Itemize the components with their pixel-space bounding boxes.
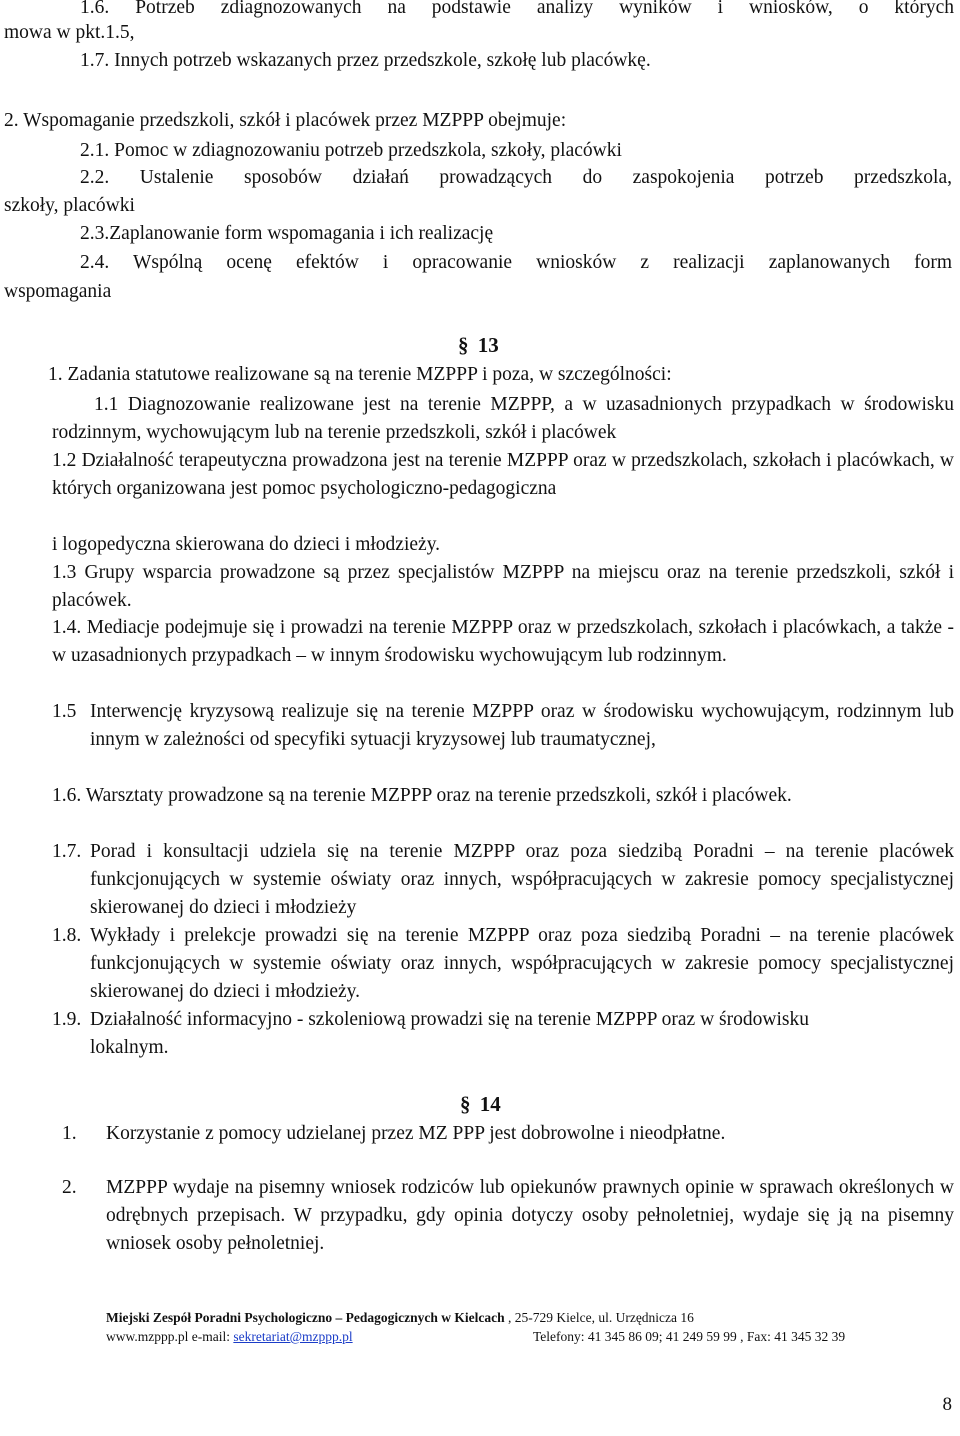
- list-item: [52, 559, 954, 615]
- paragraph-number: 14: [479, 1092, 501, 1116]
- list-item-text: 1.4. Mediacje podejmuje się i prowadzi na terenie MZPPP oraz w przedszkolach, szkołach i placówkach, a także - w uzasadnionych przypadkach – w innym środowisku wychowującym lub rodzinnym.: [52, 617, 955, 666]
- page-number: 8: [942, 1394, 952, 1415]
- section-sign: §: [458, 333, 469, 357]
- list-item: [52, 391, 954, 447]
- list-item-text: Korzystanie z pomocy udzielanej przez MZ PPP jest dobrowolne i nieodpłatne.: [106, 1123, 726, 1144]
- list-item: [52, 922, 954, 1006]
- footer-org: Miejski Zespół Poradni Psychologiczno – Pedagogicznych w Kielcach: [106, 1310, 505, 1325]
- list-item: [52, 1006, 882, 1062]
- list-item-text: 1.6. Warsztaty prowadzone są na terenie MZPPP oraz na terenie przedszkoli, szkół i placówek.: [52, 785, 792, 806]
- list-item-number: 1.7.: [52, 841, 82, 862]
- list-item: [62, 1120, 952, 1148]
- list-item-number: 2.: [62, 1177, 77, 1198]
- list-item-text: 1.3 Grupy wsparcia prowadzone są przez specjalistów MZPPP na miejscu oraz na terenie przedszkoli, szkół i placówek.: [52, 562, 955, 611]
- footer-street: , 25-729 Kielce, ul. Urzędnicza 16: [504, 1310, 694, 1325]
- list-item: [52, 782, 954, 810]
- list-item: [52, 614, 954, 670]
- footer-www: www.mzppp.pl e-mail:: [106, 1329, 234, 1344]
- list-item: [52, 447, 954, 503]
- intro-line-3: 1.7. Innych potrzeb wskazanych przez przedszkole, szkołę lub placówkę.: [80, 50, 651, 71]
- section-2-title: 2. Wspomaganie przedszkoli, szkół i placówek przez MZPPP obejmuje:: [4, 110, 567, 131]
- footer-contact: [106, 1329, 353, 1345]
- list-item-text: MZPPP wydaje na pisemny wniosek rodziców lub opiekunów prawnych opinie w sprawach określonych w odrębnych przepisach. W przypadku, gdy opinia dotyczy osoby pełnoletniej, wydaje się ją na pisemny wniosek osoby pełnoletniej.: [106, 1177, 954, 1254]
- intro-line-2: mowa w pkt.1.5,: [4, 22, 135, 43]
- section-2-item-4-cont: wspomagania: [4, 281, 112, 302]
- section-2-item-3: 2.3.Zaplanowanie form wspomagania i ich realizację: [80, 223, 494, 244]
- paragraph-13-heading: [458, 333, 499, 358]
- intro-line-1: 1.6. Potrzeb zdiagnozowanych na podstawie analizy wyników i wniosków, o których: [80, 0, 954, 18]
- list-item: [52, 698, 954, 754]
- footer-address: [106, 1310, 694, 1326]
- section-2-item-2: 2.2. Ustalenie sposobów działań prowadzących do zaspokojenia potrzeb przedszkola,: [80, 167, 952, 188]
- list-item-number: 1.9.: [52, 1009, 82, 1030]
- list-item-text: 1.1 Diagnozowanie realizowane jest na terenie MZPPP, a w uzasadnionych przypadkach w środowisku rodzinnym, wychowującym lub na terenie przedszkoli, szkół i placówek: [52, 394, 954, 443]
- list-item-text: Interwencję kryzysową realizuje się na terenie MZPPP oraz w środowisku wychowującym, rodzinnym lub innym w zależności od specyfiki sytuacji kryzysowej lub traumatycznej,: [90, 701, 954, 750]
- list-item: [62, 1174, 954, 1258]
- list-item-continuation: i logopedyczna skierowana do dzieci i młodzieży.: [52, 534, 441, 555]
- list-item-text: 1.2 Działalność terapeutyczna prowadzona jest na terenie MZPPP oraz w przedszkolach, szkołach i placówkach, w których organizowana jest pomoc psychologiczno-pedagogiczna: [52, 450, 955, 499]
- list-item-number: 1.: [62, 1123, 77, 1144]
- paragraph-13-lead: 1. Zadania statutowe realizowane są na terenie MZPPP i poza, w szczególności:: [48, 364, 672, 385]
- section-sign: §: [460, 1092, 471, 1116]
- paragraph-number: 13: [477, 333, 499, 357]
- section-2-item-1: 2.1. Pomoc w zdiagnozowaniu potrzeb przedszkola, szkoły, placówki: [80, 140, 622, 161]
- list-item: [52, 838, 954, 922]
- list-item-text: Wykłady i prelekcje prowadzi się na terenie MZPPP oraz poza siedzibą Poradni – na terenie placówek funkcjonujących w systemie oświaty oraz innych, współpracujących w zakresie pomocy specjalistycznej skierowanej do dzieci i młodzieży.: [90, 925, 954, 1002]
- list-item-text: Porad i konsultacji udziela się na terenie MZPPP oraz poza siedzibą Poradni – na terenie placówek funkcjonujących w systemie oświaty oraz innych, współpracujących w zakresie pomocy specjalistycznej skierowanej do dzieci i młodzieży: [90, 841, 954, 918]
- paragraph-14-heading: [460, 1092, 501, 1117]
- section-2-item-2-cont: szkoły, placówki: [4, 195, 135, 216]
- list-item-number: 1.5: [52, 701, 77, 722]
- list-item-number: 1.8.: [52, 925, 82, 946]
- section-2-item-4: 2.4. Wspólną ocenę efektów i opracowanie wniosków z realizacji zaplanowanych form: [80, 252, 952, 273]
- footer-phones: Telefony: 41 345 86 09; 41 249 59 99 , Fax: 41 345 32 39: [533, 1329, 846, 1344]
- footer-email-link[interactable]: sekretariat@mzppp.pl: [233, 1329, 353, 1344]
- list-item-text: Działalność informacyjno - szkoleniową prowadzi się na terenie MZPPP oraz w środowisku lokalnym.: [90, 1009, 809, 1058]
